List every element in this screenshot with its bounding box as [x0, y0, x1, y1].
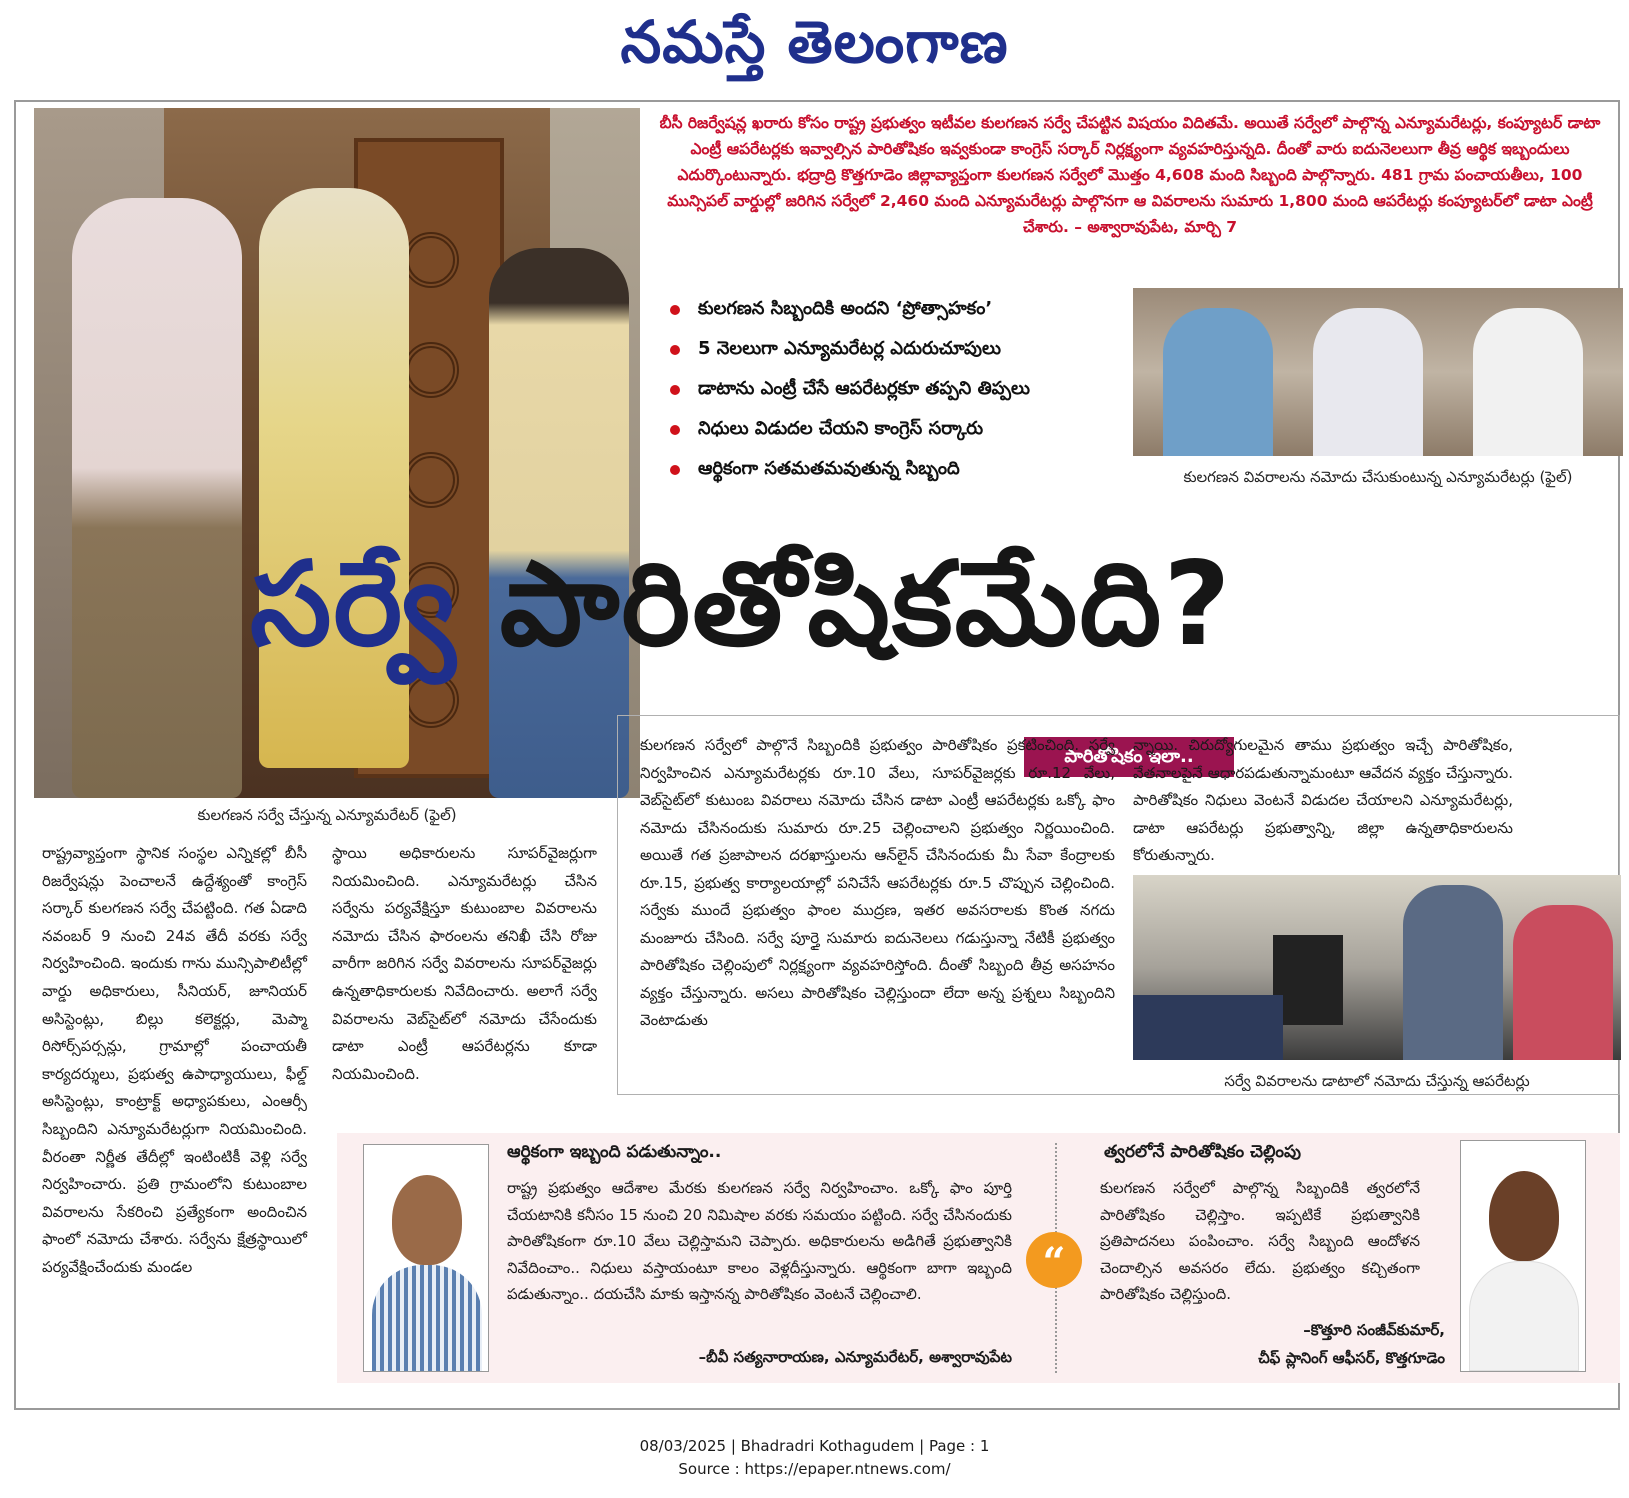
enumerator-portrait	[363, 1144, 489, 1372]
enumerators-photo-caption: కులగణన వివరాలను నమోదు చేసుకుంటున్న ఎన్యూమరేటర్లు (ఫైల్)	[1183, 468, 1573, 486]
quote-right-signature-title: చీఫ్ ప్లానింగ్ ఆఫీసర్, కొత్తగూడెం	[1258, 1349, 1445, 1367]
main-photo-caption: కులగణన సర్వే చేస్తున్న ఎన్యూమరేటర్ (ఫైల్)	[197, 806, 457, 824]
highlight-item: నిధులు విడుదల చేయని కాంగ్రెస్ సర్కారు	[660, 410, 1120, 450]
headline-part-1: సర్వే	[250, 537, 458, 672]
article-column-1: రాష్ట్రవ్యాప్తంగా స్థానిక సంస్థల ఎన్నికల్లో బీసీ రిజర్వేషన్లు పెంచాలనే ఉద్దేశ్యంతో కాంగ్రెస్ సర్కార్ కులగణన సర్వే చేపట్టింది. గత ఏడాది నవంబర్ 9 నుంచి 24వ తేదీ వరకు సర్వే నిర్వహించింది. ఇందుకు గాను మున్సిపాలిటీల్లో వార్డు అధికారులు, సీనియర్, జూనియర్ అసిస్టెంట్లు, బిల్లు కలెక్టర్లు, మెప్మా రిసోర్స్‌పర్సన్లు, గ్రామాల్లో పంచాయతీ కార్యదర్శులు, ప్రభుత్వ ఉపాధ్యాయులు, ఫీల్డ్ అసిస్టెంట్లు, కాంట్రాక్ట్ అధ్యాపకులు, ఎంఆర్సీ సిబ్బందిని ఎన్యూమరేటర్లుగా నియమించింది. వీరంతా నిర్ణీత తేదీల్లో ఇంటింటికీ వెళ్లి సర్వే నిర్వహించారు. ప్రతి గ్రామంలోని కుటుంబాల వివరాలను సేకరించి ప్రత్యేకంగా అందించిన ఫాంలో నమోదు చేశారు. సర్వేను క్షేత్రస్థాయిలో పర్యవేక్షించేందుకు మండల	[42, 844, 307, 1276]
officer-portrait	[1460, 1140, 1586, 1372]
footer-dateline: 08/03/2025 | Bhadradri Kothagudem | Page : 1	[639, 1437, 990, 1455]
operators-photo-caption: సర్వే వివరాలను డాటాలో నమోదు చేస్తున్న ఆపరేటర్లు	[1224, 1072, 1530, 1090]
payment-details-text: కులగణన సర్వేలో పాల్గొనే సిబ్బందికి ప్రభుత్వం పారితోషికం ప్రకటించింది. సర్వే నిర్వహించిన ఎన్యూమరేటర్లకు రూ.10 వేలు, సూపర్‌వైజర్లకు రూ.12 వేలు, వెబ్‌సైట్‌లో కుటుంబ వివరాలు నమోదు చేసిన డాటా ఎంట్రీ ఆపరేటర్లకు ఒక్కో ఫాం నమోదు చేసినందుకు సుమారు రూ.25 చెల్లించాలని ప్రభుత్వం నిర్ణయించింది. అయితే గత ప్రజాపాలన దరఖాస్తులను ఆన్‌లైన్ చేసినందుకు మీ సేవా కేంద్రాలకు రూ.15, ప్రభుత్వ కార్యాలయాల్లో పనిచేసే ఆపరేటర్లకు రూ.5 చొప్పున చెల్లించింది. సర్వేకు ముందే ప్రభుత్వం ఫాంల ముద్రణ, ఇతర అవసరాలకు కొంత నగదు మంజూరు చేసింది. సర్వే పూర్తై సుమారు ఐదునెలలు గడుస్తున్నా నేటికీ ప్రభుత్వం పారితోషికం చెల్లింపులో నిర్లక్ష్యంగా వ్యవహరిస్తోంది. దీంతో సిబ్బంది తీవ్ర అసహనం వ్యక్తం చేస్తున్నారు. అసలు పారితోషికం చెల్లిస్తుందా లేదా అన్న ప్రశ్నలు సిబ్బందిని వెంటాడుతు	[640, 736, 1115, 1029]
article-column-2: స్థాయి అధికారులను సూపర్‌వైజర్లుగా నియమించింది. ఎన్యూమరేటర్లు చేసిన సర్వేను పర్యవేక్షిస్తూ కుటుంబాల వివరాలను నమోదు చేసిన ఫారంలను తనిఖీ చేసి రోజు వారీగా జరిగిన సర్వే వివరాలను సూపర్‌వైజర్లు ఉన్నతాధికారులకు నివేదించారు. అలాగే సర్వే వివరాలను వెబ్‌సైట్‌లో నమోదు చేసేందుకు డాటా ఎంట్రీ ఆపరేటర్లను కూడా నియమించింది.	[332, 844, 597, 1083]
quote-right-text: కులగణన సర్వేలో పాల్గొన్న సిబ్బందికి త్వరలోనే పారితోషికం చెల్లిస్తాం. ఇప్పటికే ప్రభుత్వానికి ప్రతిపాదనలు పంపించాం. సర్వే సిబ్బంది ఆందోళన చెందాల్సిన అవసరం లేదు. ప్రభుత్వం కచ్చితంగా పారితోషికం చెల్లిస్తుంది.	[1100, 1179, 1420, 1303]
headline-part-2: పారితోషికమేది?	[499, 537, 1233, 672]
quote-icon: “	[1026, 1232, 1082, 1288]
operators-photo	[1133, 875, 1621, 1060]
headline	[250, 530, 1620, 680]
main-photo	[34, 108, 640, 798]
highlight-item: కులగణన సిబ్బందికి అందని ‘ప్రోత్సాహకం’	[660, 290, 1120, 330]
quote-left-title: ఆర్థికంగా ఇబ్బంది పడుతున్నాం..	[507, 1142, 722, 1162]
highlight-item: ఆర్థికంగా సతమతమవుతున్న సిబ్బంది	[660, 450, 1120, 490]
quote-right-title: త్వరలోనే పారితోషికం చెల్లింపు	[1104, 1142, 1301, 1162]
section-tag: పారితోషికం ఇలా..	[1024, 737, 1234, 777]
quote-left-text: రాష్ట్ర ప్రభుత్వం ఆదేశాల మేరకు కులగణన సర్వే నిర్వహించాం. ఒక్కో ఫాం పూర్తి చేయటానికి కనీసం 15 నుంచి 20 నిమిషాల వరకు సమయం పట్టింది. సర్వే చేసినందుకు పారితోషికంగా రూ.10 వేలు చెల్లిస్తామని చెప్పారు. అధికారులను అడిగితే ప్రభుత్వానికి నివేదించాం.. నిధులు వస్తాయంటూ కాలం వెళ్లదీస్తున్నారు. ఆర్థికంగా బాగా ఇబ్బంది పడుతున్నాం.. దయచేసి మాకు ఇస్తానన్న పారితోషికం వెంటనే చెల్లించాలి.	[507, 1179, 1012, 1303]
highlights-list	[660, 290, 1120, 490]
quote-right-signature-name: –కొత్తూరి సంజీవ్‌కుమార్,	[1303, 1321, 1445, 1339]
enumerators-photo	[1133, 288, 1623, 456]
footer-source: Source : https://epaper.ntnews.com/	[678, 1460, 951, 1478]
intro-paragraph: బీసీ రిజర్వేషన్ల ఖరారు కోసం రాష్ట్ర ప్రభుత్వం ఇటీవల కులగణన సర్వే చేపట్టిన విషయం విదితమే. అయితే సర్వేలో పాల్గొన్న ఎన్యూమరేటర్లు, కంప్యూటర్ డాటా ఎంట్రీ ఆపరేటర్లకు ఇవ్వాల్సిన పారితోషికం ఇవ్వకుండా కాంగ్రెస్ సర్కార్ నిర్లక్ష్యంగా వ్యవహరిస్తున్నది. దీంతో వారు ఐదునెలలుగా తీవ్ర ఆర్థిక ఇబ్బందులు ఎదుర్కొంటున్నారు. భద్రాద్రి కొత్తగూడెం జిల్లావ్యాప్తంగా కులగణన సర్వేలో మొత్తం 4,608 మంది సిబ్బంది పాల్గొన్నారు. 481 గ్రామ పంచాయతీలు, 100 మున్సిపల్ వార్డుల్లో జరిగిన సర్వేలో 2,460 మంది ఎన్యూమరేటర్లు పాల్గొనగా ఆ వివరాలను సుమారు 1,800 మంది ఆపరేటర్లు కంప్యూటర్‌లో డాటా ఎంట్రీ చేశారు. – అశ్వారావుపేట, మార్చి 7	[659, 114, 1601, 236]
quote-left-signature: –బీవీ సత్యనారాయణ, ఎన్యూమరేటర్, అశ్వారావుపేట	[698, 1348, 1012, 1366]
highlight-item: 5 నెలలుగా ఎన్యూమరేటర్ల ఎదురుచూపులు	[660, 330, 1120, 370]
masthead-logo: నమస్తే తెలంగాణ	[620, 8, 1009, 76]
payment-details-text-continued: న్నాయి. చిరుద్యోగులమైన తాము ప్రభుత్వం ఇచ్చే పారితోషికం, వేతనాలపైనే ఆధారపడుతున్నామంటూ ఆవేదన వ్యక్తం చేస్తున్నారు. పారితోషికం నిధులు వెంటనే విడుదల చేయాలని ఎన్యూమరేటర్లు, డాటా ఆపరేటర్లు ప్రభుత్వాన్ని, జిల్లా ఉన్నతాధికారులను కోరుతున్నారు.	[1133, 736, 1513, 864]
highlight-item: డాటాను ఎంట్రీ చేసే ఆపరేటర్లకూ తప్పని తిప్పలు	[660, 370, 1120, 410]
